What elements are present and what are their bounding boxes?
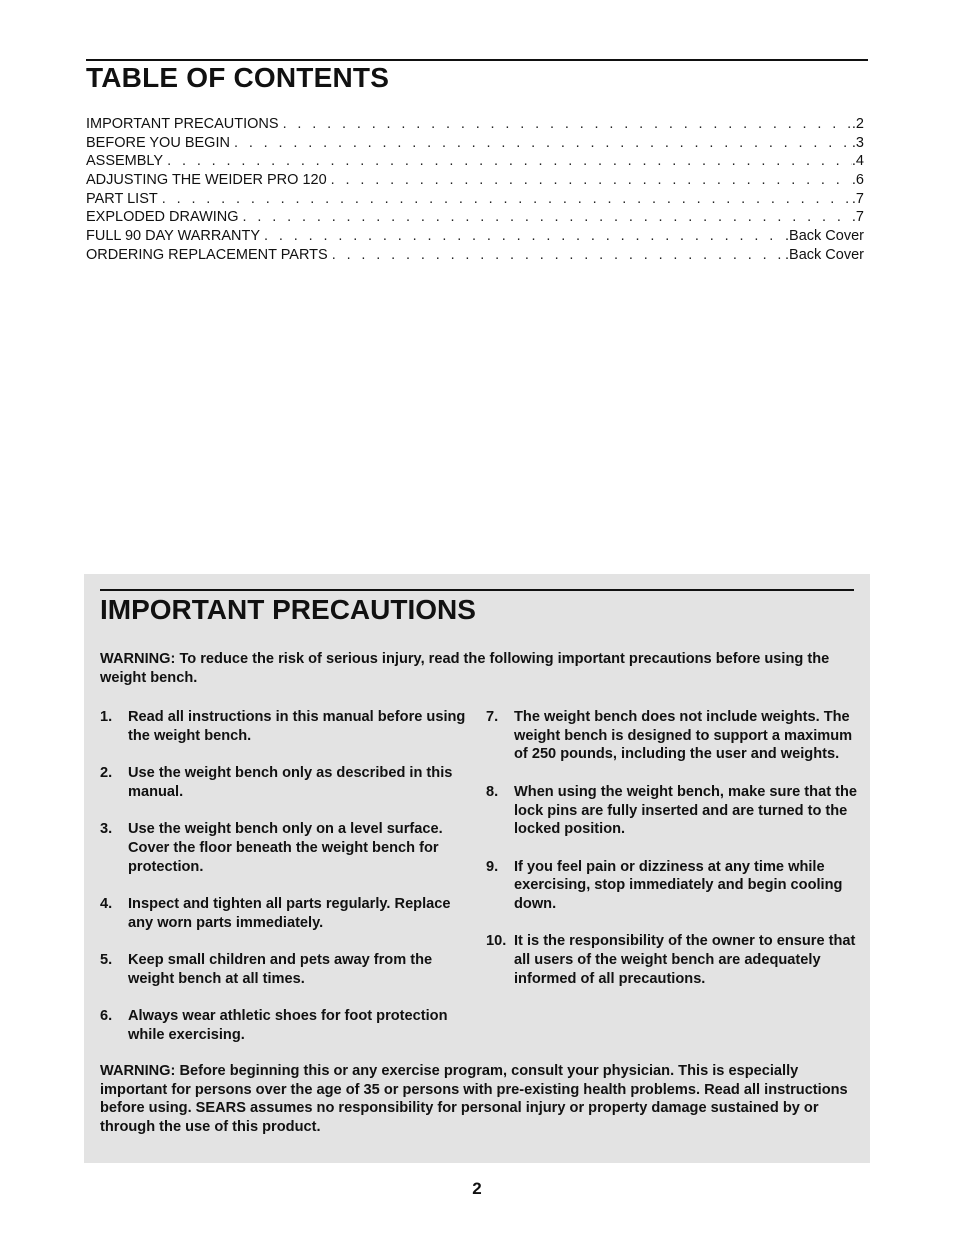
toc-leader-dots [331, 172, 852, 188]
precaution-text: Use the weight bench only on a level surface. Cover the floor beneath the weight bench for protection. [128, 821, 443, 875]
toc-entry[interactable] [86, 247, 864, 266]
warning-intro: WARNING: To reduce the risk of serious injury, read the following important precautions before using the weight bench. [100, 651, 830, 686]
toc-entry-page: .7 [851, 209, 864, 226]
precaution-item [486, 858, 858, 914]
precaution-item [100, 708, 472, 745]
precaution-item [100, 820, 472, 876]
toc-leader-dots [283, 116, 852, 132]
precaution-number: 2. [100, 765, 113, 782]
toc-entry-page: .4 [851, 153, 864, 170]
toc-entry[interactable] [86, 228, 864, 247]
precautions-panel [84, 574, 870, 1163]
precaution-number: 5. [100, 952, 113, 969]
toc-entry-label: ADJUSTING THE WEIDER PRO 120 [86, 172, 327, 189]
precaution-item [100, 951, 472, 988]
precaution-text: Always wear athletic shoes for foot protection while exercising. [128, 1008, 448, 1043]
precaution-text: The weight bench does not include weights. The weight bench is designed to support a maximum of 250 pounds, including the user and weights. [514, 709, 853, 763]
toc-title: TABLE OF CONTENTS [86, 62, 390, 93]
toc-entry[interactable] [86, 116, 864, 135]
toc-entry-label: ORDERING REPLACEMENT PARTS [86, 246, 328, 263]
toc-leader-dots [332, 247, 785, 263]
precaution-item [486, 783, 858, 839]
precaution-item [100, 1007, 472, 1044]
toc-entry[interactable] [86, 172, 864, 191]
precaution-item [100, 764, 472, 801]
toc-entry-label: BEFORE YOU BEGIN [86, 134, 230, 151]
precaution-number: 8. [486, 783, 499, 800]
toc-entry-label: ASSEMBLY [86, 153, 164, 170]
precaution-number: 7. [486, 709, 499, 725]
toc-leader-dots [167, 153, 852, 169]
precaution-number: 10. [486, 933, 507, 950]
precaution-text: Keep small children and pets away from the weight bench at all times. [128, 952, 433, 987]
toc-list [86, 116, 864, 266]
precautions-title: IMPORTANT PRECAUTIONS [100, 594, 476, 625]
precautions-right-column [486, 708, 858, 1007]
toc-entry-label: EXPLODED DRAWING [86, 209, 239, 226]
toc-entry[interactable] [86, 191, 864, 210]
precaution-text: Inspect and tighten all parts regularly. Replace any worn parts immediately. [128, 895, 451, 931]
toc-entry[interactable] [86, 153, 864, 172]
precaution-item [486, 708, 858, 764]
toc-entry-label: PART LIST [86, 190, 158, 207]
toc-entry-page: .7 [851, 190, 864, 207]
toc-entry-page: .2 [851, 116, 864, 132]
toc-entry-label: IMPORTANT PRECAUTIONS [86, 116, 279, 132]
toc-entry-page: .3 [851, 134, 864, 151]
precaution-item [100, 895, 472, 932]
toc-leader-dots [264, 228, 785, 244]
precaution-number: 4. [100, 895, 113, 912]
toc-rule [86, 59, 868, 61]
toc-leader-dots [234, 135, 852, 151]
precaution-number: 9. [486, 858, 499, 875]
toc-entry-page: .Back Cover [785, 228, 864, 245]
toc-entry-label: FULL 90 DAY WARRANTY [86, 228, 261, 245]
precaution-number: 6. [100, 1008, 113, 1025]
precaution-number: 3. [100, 821, 113, 838]
precaution-item [486, 932, 858, 988]
toc-entry-page: .6 [851, 172, 864, 189]
precaution-text: It is the responsibility of the owner to ensure that all users of the weight bench are adequately informed of all precautions. [514, 933, 856, 987]
precaution-text: When using the weight bench, make sure that the lock pins are fully inserted and are turned to the locked position. [514, 783, 857, 838]
precaution-text: If you feel pain or dizziness at any time while exercising, stop immediately and begin cooling down. [514, 858, 843, 912]
precaution-text: Read all instructions in this manual before using the weight bench. [128, 709, 466, 744]
toc-entry[interactable] [86, 135, 864, 154]
page-number: 2 [472, 1179, 482, 1198]
toc-leader-dots [243, 209, 852, 225]
precaution-number: 1. [100, 709, 113, 725]
precautions-rule [100, 589, 854, 591]
precaution-text: Use the weight bench only as described in this manual. [128, 765, 453, 800]
warning-final: WARNING: Before beginning this or any exercise program, consult your physician. This is especially important for persons over the age of 35 or persons with pre-existing health problems. Read all instructions before using. SEARS assumes no responsibility for personal injury or property damage sustained by or through the use of this product. [100, 1063, 848, 1136]
precautions-left-column [100, 708, 472, 1063]
toc-entry[interactable] [86, 209, 864, 228]
toc-entry-page: .Back Cover [785, 246, 864, 263]
toc-leader-dots [162, 191, 852, 207]
